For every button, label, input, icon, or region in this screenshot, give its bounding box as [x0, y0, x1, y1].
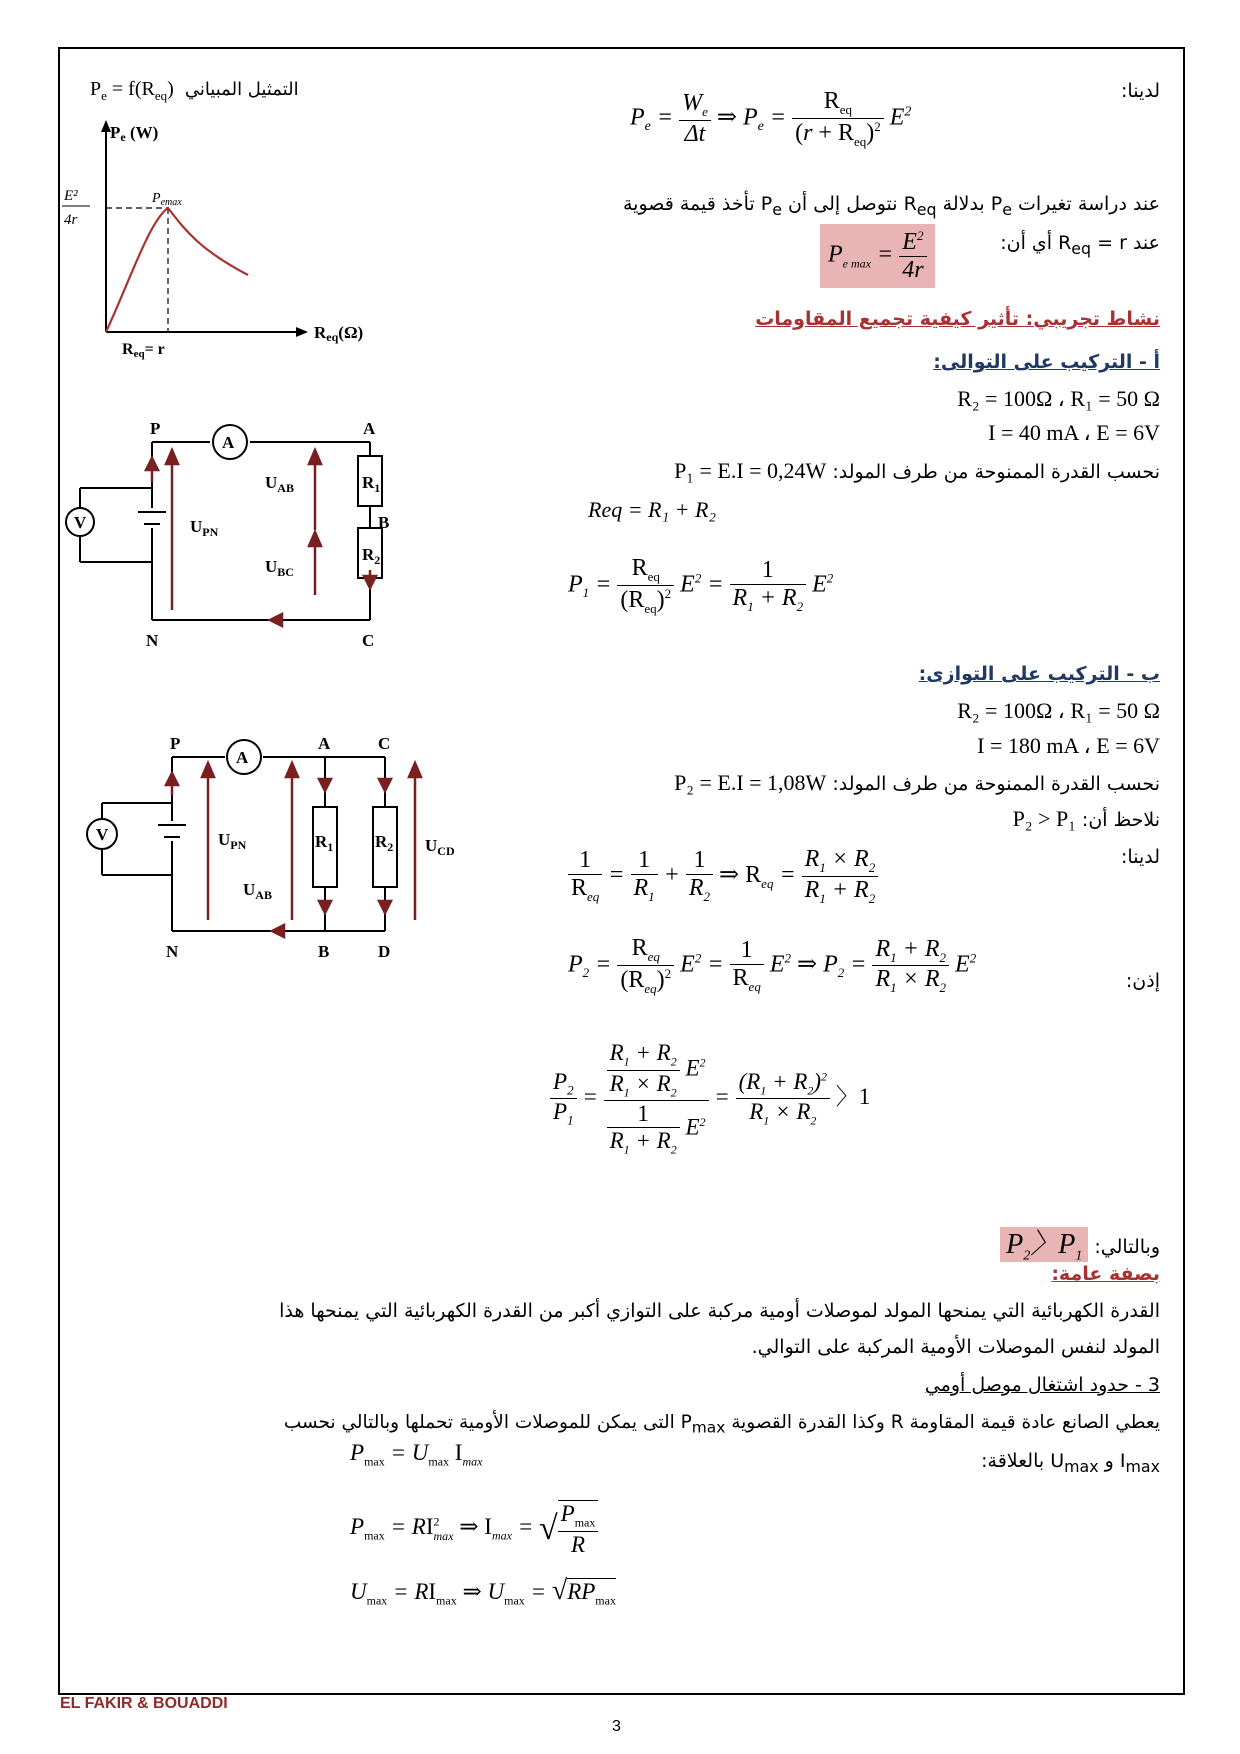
series-power-value: P₁ = E.I = 0,24W	[674, 458, 827, 483]
svg-text:4r: 4r	[64, 212, 78, 228]
series-power-label: نحسب القدرة الممنوحة من طرف المولد:	[832, 461, 1160, 483]
svg-text:Req(Ω): Req(Ω)	[314, 323, 364, 344]
parallel-title: ب - التركيب على التوازى:	[918, 663, 1160, 685]
series-power-text	[674, 458, 1160, 484]
ammeter-label: A	[222, 433, 235, 452]
node-p: P	[150, 419, 161, 438]
imax-formula: $P_{max} = RI^2_{max}$ ⇒ $I_{max}$ = √ $\frac{P_{max}}{R}$	[350, 1500, 598, 1558]
series-req: Req = R₁ + R₂	[588, 497, 717, 522]
ratio-formula: $\frac{P_2}{P_1}$ = $\frac{R_1 + R_2}{R_1 \times R_2}$ $E^2$ $\frac{1}{R_1 + R_2}$ $E^2$ = $\frac{(R_1 + R_2)^2}{R_1 \times R_2}$ 〉1	[550, 1040, 870, 1158]
parallel-req-formula: $\frac{1}{R_{eq}}$ = $\frac{1}{R_1}$ + $\frac{1}{R_2}$ ⇒ $R_{eq}$ = $\frac{R_1 \times R_2}{R_1 + R_2}$	[568, 846, 878, 907]
series-p1-formula: $P_1$ = $\frac{R_{eq}}{(R_{eq})^2}$ $E^2$ = $\frac{1}{R_1 + R_2}$ $E^2$	[568, 555, 834, 616]
general-text-1: القدرة الكهربائية التي يمنحها المولد لموصلات أومية مركبة على التوازي أكبر من القدرة الكهربائية التي يمنحها هذا	[279, 1300, 1160, 1322]
voltmeter-label: V	[74, 513, 87, 532]
svg-text:R1: $R_1$	[315, 832, 334, 854]
svg-text:UBC: $U_{BC}$	[265, 557, 294, 579]
pemax-formula: $P_{e max}$ = $\frac{E^2}{4r}$	[820, 224, 935, 288]
node-p2: P	[170, 734, 181, 753]
svg-text:UPN: $U_{PN}$	[190, 517, 219, 539]
activity-title: نشاط تجريبي: تأثير كيفية تجميع المقاومات	[755, 308, 1160, 330]
limits-text-2: $I_{max}$ و $U_{max}$ بالعلاقة:	[981, 1450, 1160, 1476]
node-n: N	[146, 631, 159, 650]
limits-text-1: يعطي الصانع عادة قيمة المقاومة R وكذا القدرة القصوية $P_{max}$ التى يمكن للموصلات الأومية تحملها وبالتالي نحسب	[283, 1412, 1160, 1437]
svg-text:V: V	[96, 825, 109, 844]
parallel-circuit	[60, 735, 480, 965]
node-c2: C	[378, 734, 391, 753]
svg-text:R2: $R_2$	[362, 545, 381, 567]
parallel-observe	[1013, 806, 1160, 832]
intro-when-line: عند $R_{eq} = r$ أي أن:	[1000, 232, 1160, 258]
svg-text:A: A	[236, 748, 249, 767]
therefore-line	[1000, 1222, 1160, 1265]
svg-text:Pe (W): Pe (W)	[110, 123, 159, 144]
parallel-power-value: P₂ = E.I = 1,08W	[674, 770, 827, 795]
svg-text:UAB: $U_{AB}$	[243, 880, 272, 902]
observe-label: نلاحظ أن:	[1081, 809, 1160, 831]
page-number: 3	[612, 1718, 621, 1735]
intro-study-line: عند دراسة تغيرات $P_e$ بدلالة $R_{eq}$ نتوصل إلى أن $P_e$ تأخذ قيمة قصوية	[622, 193, 1160, 219]
svg-text:UPN: $U_{PN}$	[218, 830, 247, 852]
intro-ladina: لدينا:	[1121, 80, 1160, 102]
svg-text:UAB: $U_{AB}$	[265, 473, 294, 495]
parallel-idhan: إذن:	[1125, 970, 1160, 992]
series-circuit	[60, 420, 400, 660]
node-b2: B	[318, 942, 330, 961]
therefore-result: $P_2$〉$P_1$	[1000, 1227, 1088, 1262]
node-a2: A	[318, 734, 331, 753]
parallel-ladina: لدينا:	[1121, 846, 1160, 868]
umax-formula: $U_{max} = RI_{max}$ ⇒ $U_{max} = √RP_{max}$	[350, 1575, 616, 1608]
pe-curve	[106, 208, 248, 332]
therefore-label: وبالتالي:	[1094, 1236, 1160, 1258]
node-n2: N	[166, 942, 179, 961]
svg-text:UCD: $U_{CD}$	[425, 836, 455, 858]
limits-title: 3 - حدود اشتغال موصل أومي	[924, 1374, 1160, 1396]
svg-text:R1: $R_1$	[362, 473, 381, 495]
series-current: I = 40 mA ، E = 6V	[988, 420, 1160, 445]
observe-value: P₂ > P₁	[1012, 806, 1076, 831]
parallel-resistors: R₂ = 100Ω ، R₁ = 50 Ω	[957, 698, 1160, 723]
parallel-current: I = 180 mA ، E = 6V	[977, 733, 1160, 758]
svg-text:Pemax: $P_{emax}$	[152, 191, 182, 208]
footer-authors: EL FAKIR & BOUADDI	[60, 1695, 228, 1712]
parallel-power-text	[674, 770, 1160, 796]
series-resistors: R₂ = 100Ω ، R₁ = 50 Ω	[957, 386, 1160, 411]
svg-text:R2: $R_2$	[375, 832, 394, 854]
node-d2: D	[378, 942, 391, 961]
pmax-ui-formula: $P_{max} = U_{max}$ $I_{max}$	[350, 1440, 483, 1469]
svg-text:Req= r: Req= r	[122, 341, 165, 360]
general-text-2: المولد لنفس الموصلات الأومية المركبة على التوالي.	[751, 1336, 1160, 1358]
general-title: بصفة عامة:	[1051, 1263, 1160, 1285]
parallel-p2-formula: $P_2$ = $\frac{R_{eq}}{(R_{eq})^2}$ $E^2$ = $\frac{1}{R_{eq}}$ $E^2$ ⇒ $P_2$ = $\frac{R_1 + R_2}{R_1 \times R_2}$ $E^2$	[568, 935, 977, 996]
node-a: A	[363, 419, 376, 438]
pe-graph	[60, 120, 400, 370]
svg-text:E²: E²	[64, 188, 78, 204]
graph-caption: $P_e = f(R_{eq})$ التمثيل المبياني	[90, 78, 299, 103]
parallel-power-label: نحسب القدرة الممنوحة من طرف المولد:	[832, 773, 1160, 795]
node-b: B	[378, 513, 390, 532]
series-title: أ - التركيب على التوالى:	[933, 351, 1160, 373]
node-c: C	[362, 631, 375, 650]
formula-pe: $P_e$ = $\frac{W_e}{\Delta t}$ ⇒ $P_e$ = $\frac{R_{eq}}{(r + R_{eq})^2}$ $E^2$	[630, 88, 912, 149]
